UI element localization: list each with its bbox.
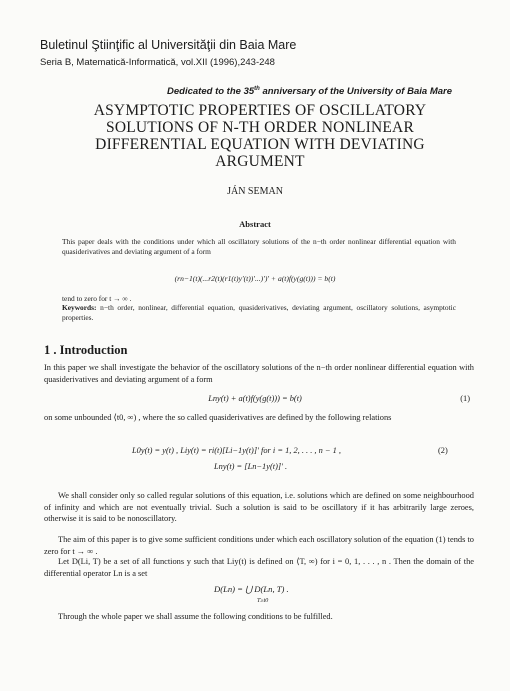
- abstract-text: This paper deals with the conditions under which all oscillatory solutions of the n−th order nonlinear differential equation with quasiderivatives and deviating argument of a form: [62, 237, 456, 256]
- equation-1: Lny(t) + a(t)f(y(g(t))) = b(t): [208, 394, 302, 403]
- keywords-label: Keywords:: [62, 303, 97, 312]
- equation-1-number: (1): [460, 394, 470, 403]
- assumptions-line: Through the whole paper we shall assume the following conditions to be fulfilled.: [58, 612, 333, 621]
- abstract-tend-line: tend to zero for t → ∞ .: [62, 294, 132, 303]
- intro-paragraph: In this paper we shall investigate the behavior of the oscillatory solutions of the n−th order nonlinear differential equation with quasiderivatives and deviating argument of a form: [44, 363, 474, 384]
- dedication-pre: Dedicated to the 35: [167, 86, 255, 98]
- aim-paragraph: The aim of this paper is to give some sufficient conditions under which each oscillatory solution of the equation (1) tends to zero for t → ∞ .: [44, 535, 474, 556]
- abstract-heading: Abstract: [239, 219, 271, 229]
- equation-2-line-2: Lny(t) = [Ln−1y(t)]′ .: [214, 462, 288, 471]
- domain-equation: D(Ln) = ⋃ D(Ln, T) .: [214, 584, 289, 594]
- dedication-post: anniversary of the University of Baia Mare: [259, 86, 452, 98]
- dedication-line: [0, 86, 452, 97]
- domain-definition-paragraph: Let D(Li, T) be a set of all functions y such that Liy(t) is defined on ⟨T, ∞) for i = 0, 1, . . . , n . Then the domain of the differential operator Ln is a set: [44, 557, 474, 578]
- equation-2-number: (2): [438, 446, 448, 455]
- paper-title: ASYMPTOTIC PROPERTIES OF OSCILLATORY SOLUTIONS OF N-TH ORDER NONLINEAR DIFFERENTIAL EQUATION WITH DEVIATING ARGUMENT: [93, 102, 427, 170]
- abstract-equation: (rn−1(t)(...r2(t)(r1(t)y′(t))′...)′)′ + a(t)f(y(g(t))) = b(t): [174, 274, 336, 283]
- dedication-sup: th: [254, 86, 260, 92]
- regular-solutions-paragraph: We shall consider only so called regular solutions of this equation, i.e. solutions which are defined on some neighbourhood of infinity and which are not eventually trivial. Such a solution is said to be oscillatory if it has arbitrarily large zeroes, otherwise it is said to be nonoscillatory.: [44, 491, 474, 523]
- equation-2-line-1: L0y(t) = y(t) , Liy(t) = ri(t)[Li−1y(t)]′ for i = 1, 2, . . . , n − 1 ,: [132, 446, 341, 455]
- section-heading-introduction: 1 . Introduction: [44, 343, 128, 357]
- journal-name: Buletinul Ştiinţific al Universităţii din Baia Mare: [40, 38, 297, 52]
- quasiderivative-paragraph: on some unbounded ⟨t0, ∞) , where the so called quasiderivatives are defined by the following relations: [44, 413, 392, 422]
- domain-union-subscript: T≥t0: [257, 598, 269, 604]
- keywords: [62, 303, 456, 323]
- keywords-text: n−th order, nonlinear, differential equation, quasiderivatives, deviating argument, oscillatory solutions, asymptotic properties.: [62, 303, 456, 322]
- paper-author: JÁN SEMAN: [227, 186, 283, 197]
- journal-series: Seria B, Matematică-Informatică, vol.XII (1996),243-248: [40, 57, 275, 68]
